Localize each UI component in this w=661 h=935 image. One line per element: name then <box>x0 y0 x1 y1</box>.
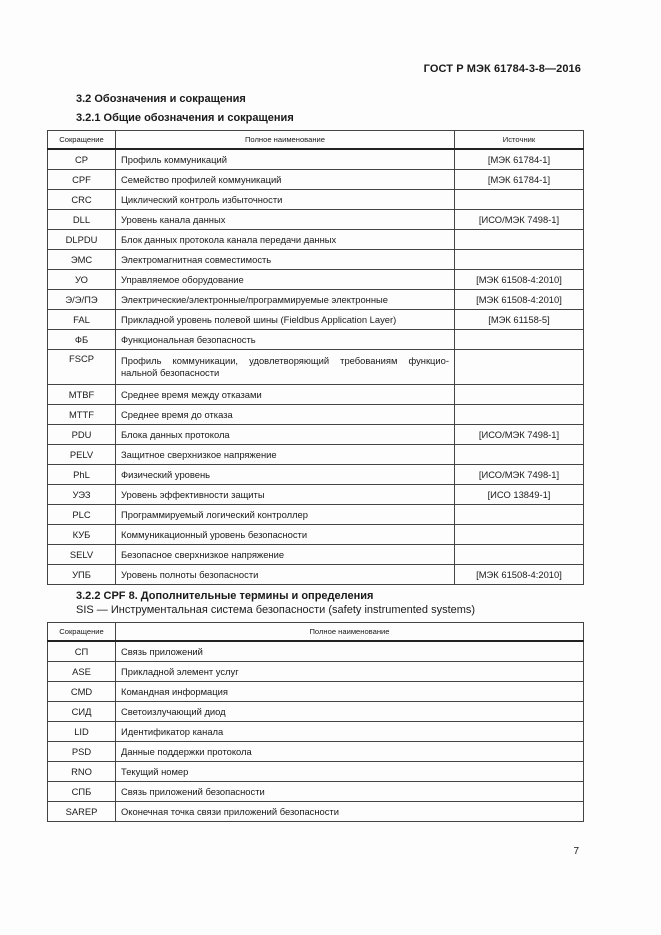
row-abbreviation: ЭМС <box>48 250 116 270</box>
row-full-name: Светоизлучающий диод <box>116 702 584 722</box>
table-row <box>48 149 584 170</box>
row-source: [МЭК 61508-4:2010] <box>455 290 584 310</box>
table-row <box>48 802 584 822</box>
row-source: [МЭК 61508-4:2010] <box>455 565 584 585</box>
column-header-name: Полное наименование <box>116 131 455 150</box>
row-source <box>455 330 584 350</box>
row-source <box>455 190 584 210</box>
row-abbreviation: FSCP <box>48 350 116 385</box>
row-source: [ИСО/МЭК 7498-1] <box>455 425 584 445</box>
row-full-name: Данные поддержки протокола <box>116 742 584 762</box>
row-full-name: Безопасное сверхнизкое напряжение <box>116 545 455 565</box>
row-full-name: Профиль коммуникации, удовлетворяющий требованиям функцио-нальной безопасности <box>116 350 455 385</box>
table-row <box>48 330 584 350</box>
row-source <box>455 385 584 405</box>
row-abbreviation: PhL <box>48 465 116 485</box>
row-full-name: Программируемый логический контроллер <box>116 505 455 525</box>
table-row <box>48 445 584 465</box>
column-header-abbr: Сокращение <box>48 623 116 642</box>
row-abbreviation: CRC <box>48 190 116 210</box>
table-row <box>48 682 584 702</box>
row-source: [МЭК 61784-1] <box>455 149 584 170</box>
table-row <box>48 722 584 742</box>
row-full-name: Электромагнитная совместимость <box>116 250 455 270</box>
row-full-name: Уровень эффективности защиты <box>116 485 455 505</box>
row-source: [ИСО 13849-1] <box>455 485 584 505</box>
row-full-name: Электрические/электронные/программируемые электронные <box>116 290 455 310</box>
row-full-name: Оконечная точка связи приложений безопасности <box>116 802 584 822</box>
table-row <box>48 465 584 485</box>
row-abbreviation: LID <box>48 722 116 742</box>
table-row <box>48 270 584 290</box>
row-abbreviation: DLPDU <box>48 230 116 250</box>
row-abbreviation: Э/Э/ПЭ <box>48 290 116 310</box>
row-full-name: Идентификатор канала <box>116 722 584 742</box>
row-abbreviation: CPF <box>48 170 116 190</box>
column-header-source: Источник <box>455 131 584 150</box>
section-3-2-title: 3.2 Обозначения и сокращения <box>76 93 246 105</box>
table-row <box>48 170 584 190</box>
row-source <box>455 250 584 270</box>
row-source <box>455 445 584 465</box>
section-3-2-2-title: 3.2.2 CPF 8. Дополнительные термины и определения <box>76 590 374 602</box>
row-full-name: Профиль коммуникаций <box>116 149 455 170</box>
row-source: [МЭК 61784-1] <box>455 170 584 190</box>
row-source: [МЭК 61158-5] <box>455 310 584 330</box>
row-source <box>455 405 584 425</box>
row-abbreviation: УО <box>48 270 116 290</box>
table-row <box>48 641 584 662</box>
abbreviations-table-body <box>48 149 584 585</box>
table-row <box>48 405 584 425</box>
row-abbreviation: FAL <box>48 310 116 330</box>
row-abbreviation: CP <box>48 149 116 170</box>
row-abbreviation: PSD <box>48 742 116 762</box>
row-full-name: Среднее время между отказами <box>116 385 455 405</box>
table-row <box>48 505 584 525</box>
section-3-2-1-title: 3.2.1 Общие обозначения и сокращения <box>76 112 294 124</box>
table-row <box>48 702 584 722</box>
standard-code: ГОСТ Р МЭК 61784-3-8—2016 <box>423 63 581 75</box>
row-full-name: Коммуникационный уровень безопасности <box>116 525 455 545</box>
table-header-row <box>48 623 584 642</box>
table-row <box>48 385 584 405</box>
column-header-abbr: Сокращение <box>48 131 116 150</box>
row-abbreviation: DLL <box>48 210 116 230</box>
row-full-name: Уровень полноты безопасности <box>116 565 455 585</box>
row-source <box>455 230 584 250</box>
page-number: 7 <box>573 846 579 857</box>
abbreviations-table <box>47 130 584 585</box>
row-abbreviation: MTBF <box>48 385 116 405</box>
row-full-name: Связь приложений безопасности <box>116 782 584 802</box>
row-full-name: Блок данных протокола канала передачи данных <box>116 230 455 250</box>
row-full-name: Защитное сверхнизкое напряжение <box>116 445 455 465</box>
table-row <box>48 190 584 210</box>
additional-terms-table <box>47 622 584 822</box>
row-abbreviation: ФБ <box>48 330 116 350</box>
row-full-name: Среднее время до отказа <box>116 405 455 425</box>
row-full-name: Прикладной уровень полевой шины (Fieldbus Application Layer) <box>116 310 455 330</box>
row-source <box>455 505 584 525</box>
table-row <box>48 485 584 505</box>
table-row <box>48 565 584 585</box>
row-source: [МЭК 61508-4:2010] <box>455 270 584 290</box>
row-abbreviation: СП <box>48 641 116 662</box>
table-row <box>48 210 584 230</box>
row-full-name: Прикладной элемент услуг <box>116 662 584 682</box>
table-row <box>48 250 584 270</box>
table-row <box>48 350 584 385</box>
row-abbreviation: СИД <box>48 702 116 722</box>
row-abbreviation: ASE <box>48 662 116 682</box>
row-full-name: Текущий номер <box>116 762 584 782</box>
row-source <box>455 545 584 565</box>
row-abbreviation: SELV <box>48 545 116 565</box>
row-abbreviation: SAREP <box>48 802 116 822</box>
table-row <box>48 525 584 545</box>
row-full-name: Управляемое оборудование <box>116 270 455 290</box>
row-full-name: Физический уровень <box>116 465 455 485</box>
row-source <box>455 350 584 385</box>
table-row <box>48 742 584 762</box>
row-full-name: Командная информация <box>116 682 584 702</box>
table-row <box>48 762 584 782</box>
table-row <box>48 425 584 445</box>
row-abbreviation: PELV <box>48 445 116 465</box>
row-abbreviation: RNO <box>48 762 116 782</box>
row-abbreviation: УЭЗ <box>48 485 116 505</box>
row-abbreviation: СПБ <box>48 782 116 802</box>
table-row <box>48 545 584 565</box>
row-source <box>455 525 584 545</box>
row-abbreviation: CMD <box>48 682 116 702</box>
row-source: [ИСО/МЭК 7498-1] <box>455 465 584 485</box>
table-row <box>48 782 584 802</box>
table-row <box>48 290 584 310</box>
table-row <box>48 230 584 250</box>
row-full-name: Блока данных протокола <box>116 425 455 445</box>
row-abbreviation: PDU <box>48 425 116 445</box>
row-full-name: Циклический контроль избыточности <box>116 190 455 210</box>
table-row <box>48 662 584 682</box>
additional-terms-table-body <box>48 641 584 822</box>
row-full-name: Функциональная безопасность <box>116 330 455 350</box>
row-source: [ИСО/МЭК 7498-1] <box>455 210 584 230</box>
row-abbreviation: PLC <box>48 505 116 525</box>
table-row <box>48 310 584 330</box>
row-abbreviation: УПБ <box>48 565 116 585</box>
row-full-name: Семейство профилей коммуникаций <box>116 170 455 190</box>
row-full-name: Связь приложений <box>116 641 584 662</box>
row-abbreviation: MTTF <box>48 405 116 425</box>
column-header-name: Полное наименование <box>116 623 584 642</box>
table-header-row <box>48 131 584 150</box>
sis-definition: SIS — Инструментальная система безопасности (safety instrumented systems) <box>76 604 476 616</box>
row-full-name: Уровень канала данных <box>116 210 455 230</box>
row-abbreviation: КУБ <box>48 525 116 545</box>
